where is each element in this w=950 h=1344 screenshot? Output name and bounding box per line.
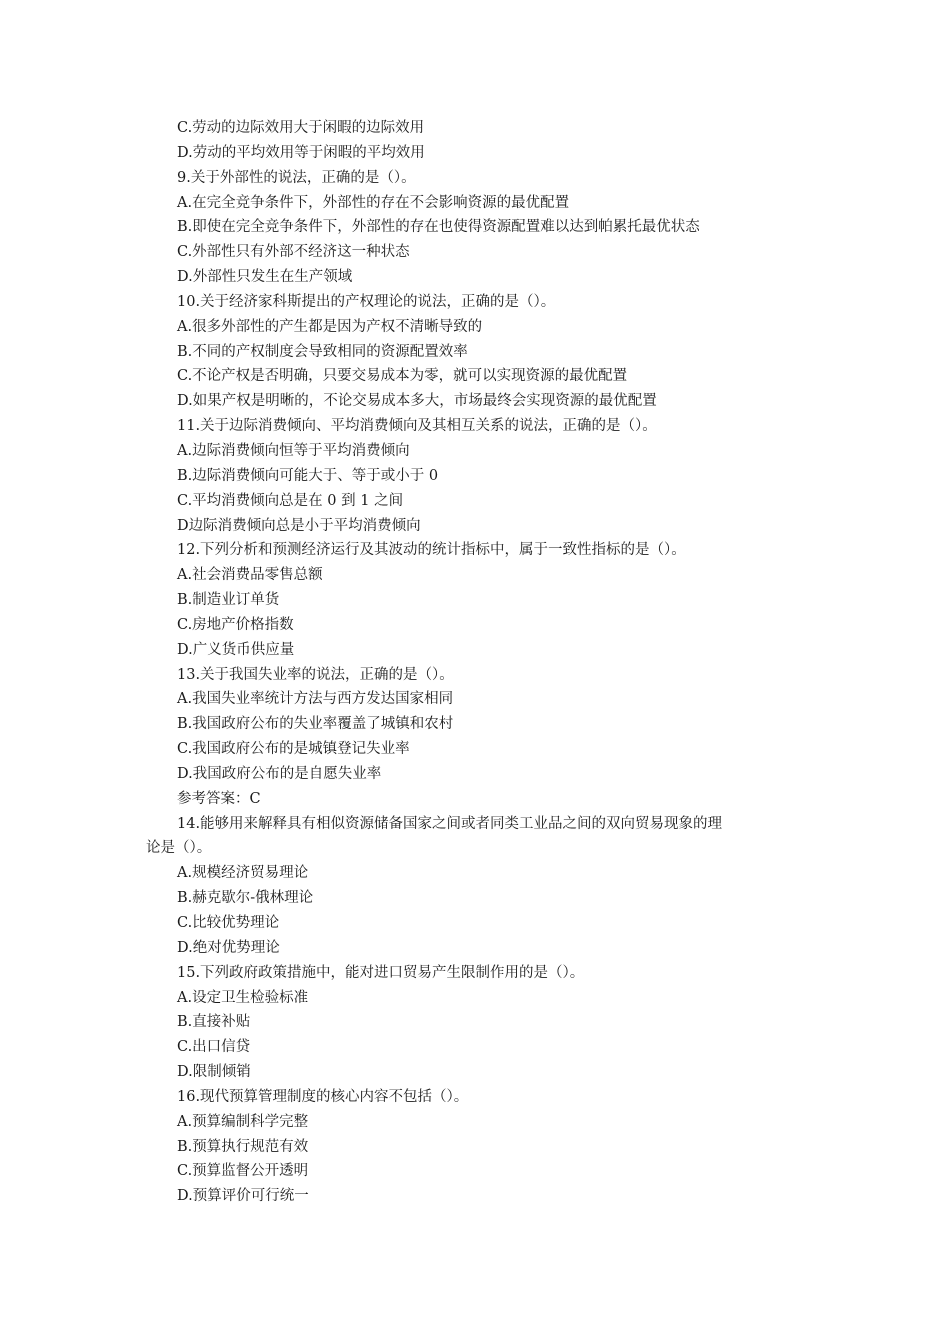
option-line: C.预算监督公开透明 — [177, 1163, 309, 1180]
option-line: B.直接补贴 — [177, 1014, 251, 1031]
option-line: B.预算执行规范有效 — [177, 1138, 309, 1155]
option-line: A.在完全竞争条件下，外部性的存在不会影响资源的最优配置 — [177, 194, 570, 211]
option-line: D.广义货币供应量 — [177, 641, 295, 658]
option-line: D.预算评价可行统一 — [177, 1188, 309, 1205]
option-line: A.我国失业率统计方法与西方发达国家相同 — [177, 691, 454, 708]
option-line: A.社会消费品零售总额 — [177, 567, 323, 584]
answer-line: 参考答案：C — [177, 790, 261, 807]
option-line: A.规模经济贸易理论 — [177, 865, 309, 882]
option-line: C.外部性只有外部不经济这一种状态 — [177, 244, 410, 261]
option-line: B.边际消费倾向可能大于、等于或小于 0 — [177, 467, 439, 484]
option-line: D.外部性只发生在生产领域 — [177, 269, 353, 286]
option-line: A.设定卫生检验标准 — [177, 989, 309, 1006]
option-line: D.我国政府公布的是自愿失业率 — [177, 765, 382, 782]
option-line: A.很多外部性的产生都是因为产权不清晰导致的 — [177, 318, 483, 335]
option-line: D边际消费倾向总是小于平均消费倾向 — [177, 517, 421, 534]
option-line: C.出口信贷 — [177, 1039, 251, 1056]
question-line: 13.关于我国失业率的说法，正确的是（）。 — [177, 666, 454, 683]
option-line: B.即使在完全竞争条件下，外部性的存在也使得资源配置难以达到帕累托最优状态 — [177, 219, 700, 236]
option-line: D.如果产权是明晰的，不论交易成本多大，市场最终会实现资源的最优配置 — [177, 393, 657, 410]
option-line: A.预算编制科学完整 — [177, 1113, 309, 1130]
question-line: 15.下列政府政策措施中，能对进口贸易产生限制作用的是（）。 — [177, 964, 585, 981]
question-line: 12.下列分析和预测经济运行及其波动的统计指标中，属于一致性指标的是（）。 — [177, 542, 686, 559]
option-line: C.比较优势理论 — [177, 915, 280, 931]
question-line-continuation: 论是（）。 — [146, 840, 212, 857]
option-line: C.我国政府公布的是城镇登记失业率 — [177, 741, 410, 758]
option-line: C.劳动的边际效用大于闲暇的边际效用 — [177, 120, 425, 136]
option-line: C.不论产权是否明确，只要交易成本为零，就可以实现资源的最优配置 — [177, 368, 628, 385]
option-line: B.我国政府公布的失业率覆盖了城镇和农村 — [177, 716, 454, 733]
option-line: B.制造业订单货 — [177, 592, 280, 609]
option-line: C.平均消费倾向总是在 0 到 1 之间 — [177, 492, 404, 509]
option-line: A.边际消费倾向恒等于平均消费倾向 — [177, 442, 410, 459]
option-line: B.赫克歇尔-俄林理论 — [177, 890, 314, 907]
option-line: D.限制倾销 — [177, 1064, 251, 1081]
option-line: B.不同的产权制度会导致相同的资源配置效率 — [177, 343, 468, 360]
question-line: 9.关于外部性的说法，正确的是（）。 — [177, 169, 416, 186]
question-line: 11.关于边际消费倾向、平均消费倾向及其相互关系的说法，正确的是（）。 — [177, 418, 657, 435]
question-line: 14.能够用来解释具有相似资源储备国家之间或者同类工业品之间的双向贸易现象的理 — [177, 815, 723, 832]
option-line: D.劳动的平均效用等于闲暇的平均效用 — [177, 144, 425, 161]
option-line: C.房地产价格指数 — [177, 616, 294, 633]
question-line: 10.关于经济家科斯提出的产权理论的说法，正确的是（）。 — [177, 293, 556, 310]
option-line: D.绝对优势理论 — [177, 939, 280, 956]
question-list — [146, 116, 826, 1209]
question-line: 16.现代预算管理制度的核心内容不包括（）。 — [177, 1088, 469, 1105]
